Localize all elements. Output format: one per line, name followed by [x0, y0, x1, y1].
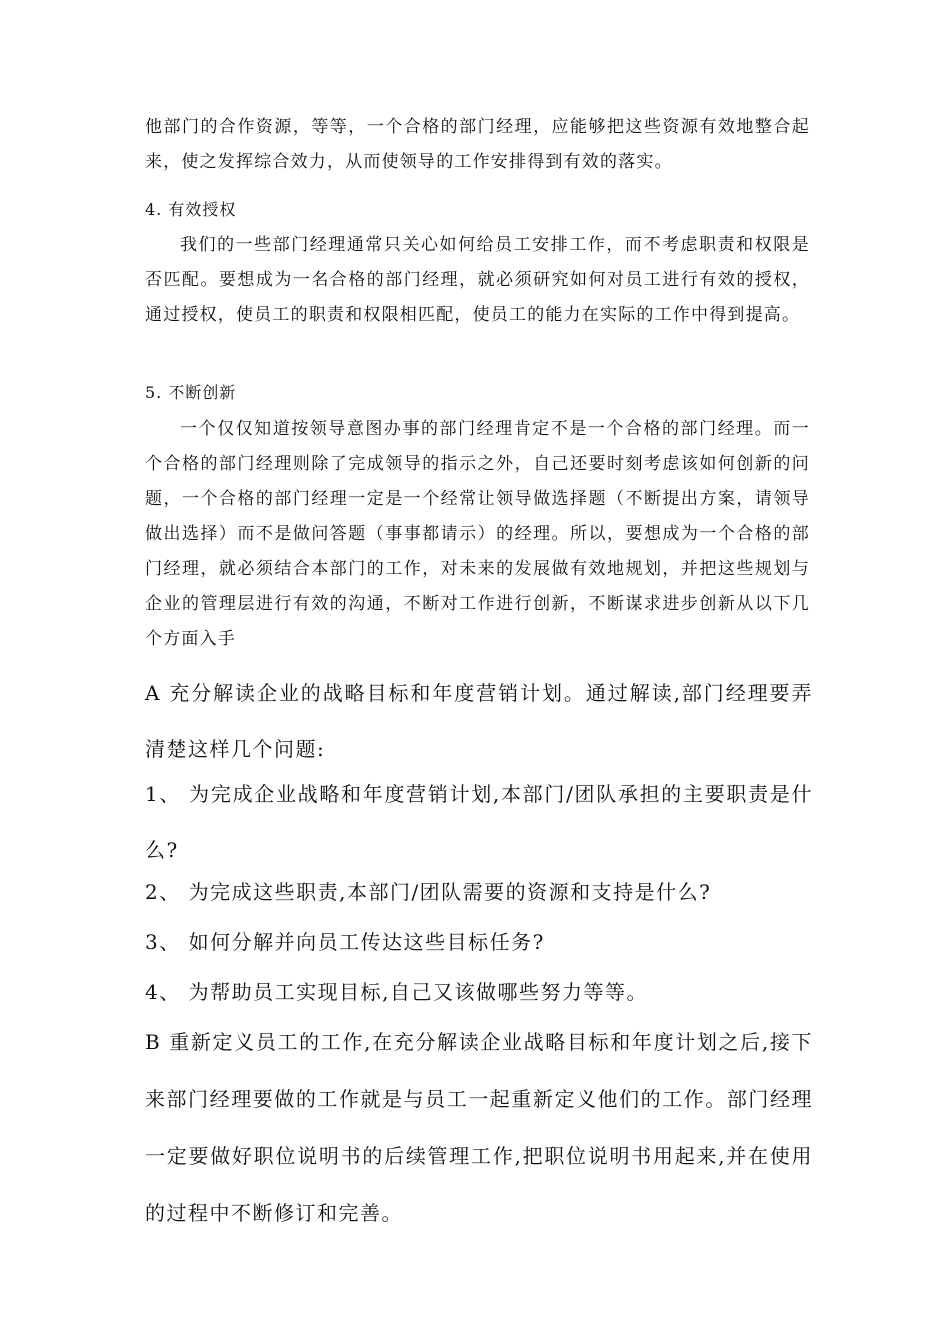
part-a-intro-paragraph: A 充分解读企业的战略目标和年度营销计划。通过解读,部门经理要弄清楚这样几个问题: — [145, 681, 813, 761]
section4-body-paragraph: 我们的一些部门经理通常只关心如何给员工安排工作，而不考虑职责和权限是否匹配。要想成为一名合格的部门经理，就必须研究如何对员工进行有效的授权，通过授权，使员工的职责和权限相匹配，使员工的能力在实际的工作中得到提高。 — [145, 235, 810, 325]
part-a-list-item: 2、 为完成这些职责,本部门/团队需要的资源和支持是什么? — [145, 880, 712, 904]
section5-heading: 5. 不断创新 — [145, 383, 237, 402]
part-a-list-item: 1、 为完成企业战略和年度营销计划,本部门/团队承担的主要职责是什么? — [145, 782, 813, 862]
section5-body-paragraph: 一个仅仅知道按领导意图办事的部门经理肯定不是一个合格的部门经理。而一个合格的部门经理则除了完成领导的指示之外，自己还要时刻考虑该如何创新的问题，一个合格的部门经理一定是一个经常让领导做选择题（不断提出方案，请领导做出选择）而不是做问答题（事事都请示）的经理。所以，要想成为一个合格的部门经理，就必须结合本部门的工作，对未来的发展做有效地规划，并把这些规划与企业的管理层进行有效的沟通，不断对工作进行创新，不断谋求进步创新从以下几个方面入手 — [145, 419, 810, 649]
section4-heading: 4. 有效授权 — [145, 200, 237, 219]
section3-continuation-paragraph: 他部门的合作资源，等等，一个合格的部门经理，应能够把这些资源有效地整合起来，使之发挥综合效力，从而使领导的工作安排得到有效的落实。 — [145, 117, 810, 172]
part-a-list-item: 3、 如何分解并向员工传达这些目标任务? — [145, 930, 545, 954]
part-b-paragraph: B 重新定义员工的工作,在充分解读企业战略目标和年度计划之后,接下来部门经理要做的工作就是与员工一起重新定义他们的工作。部门经理一定要做好职位说明书的后续管理工作,把职位说明书用起来,并在使用的过程中不断修订和完善。 — [145, 1030, 813, 1225]
part-a-list-item: 4、 为帮助员工实现目标,自己又该做哪些努力等等。 — [145, 980, 648, 1004]
